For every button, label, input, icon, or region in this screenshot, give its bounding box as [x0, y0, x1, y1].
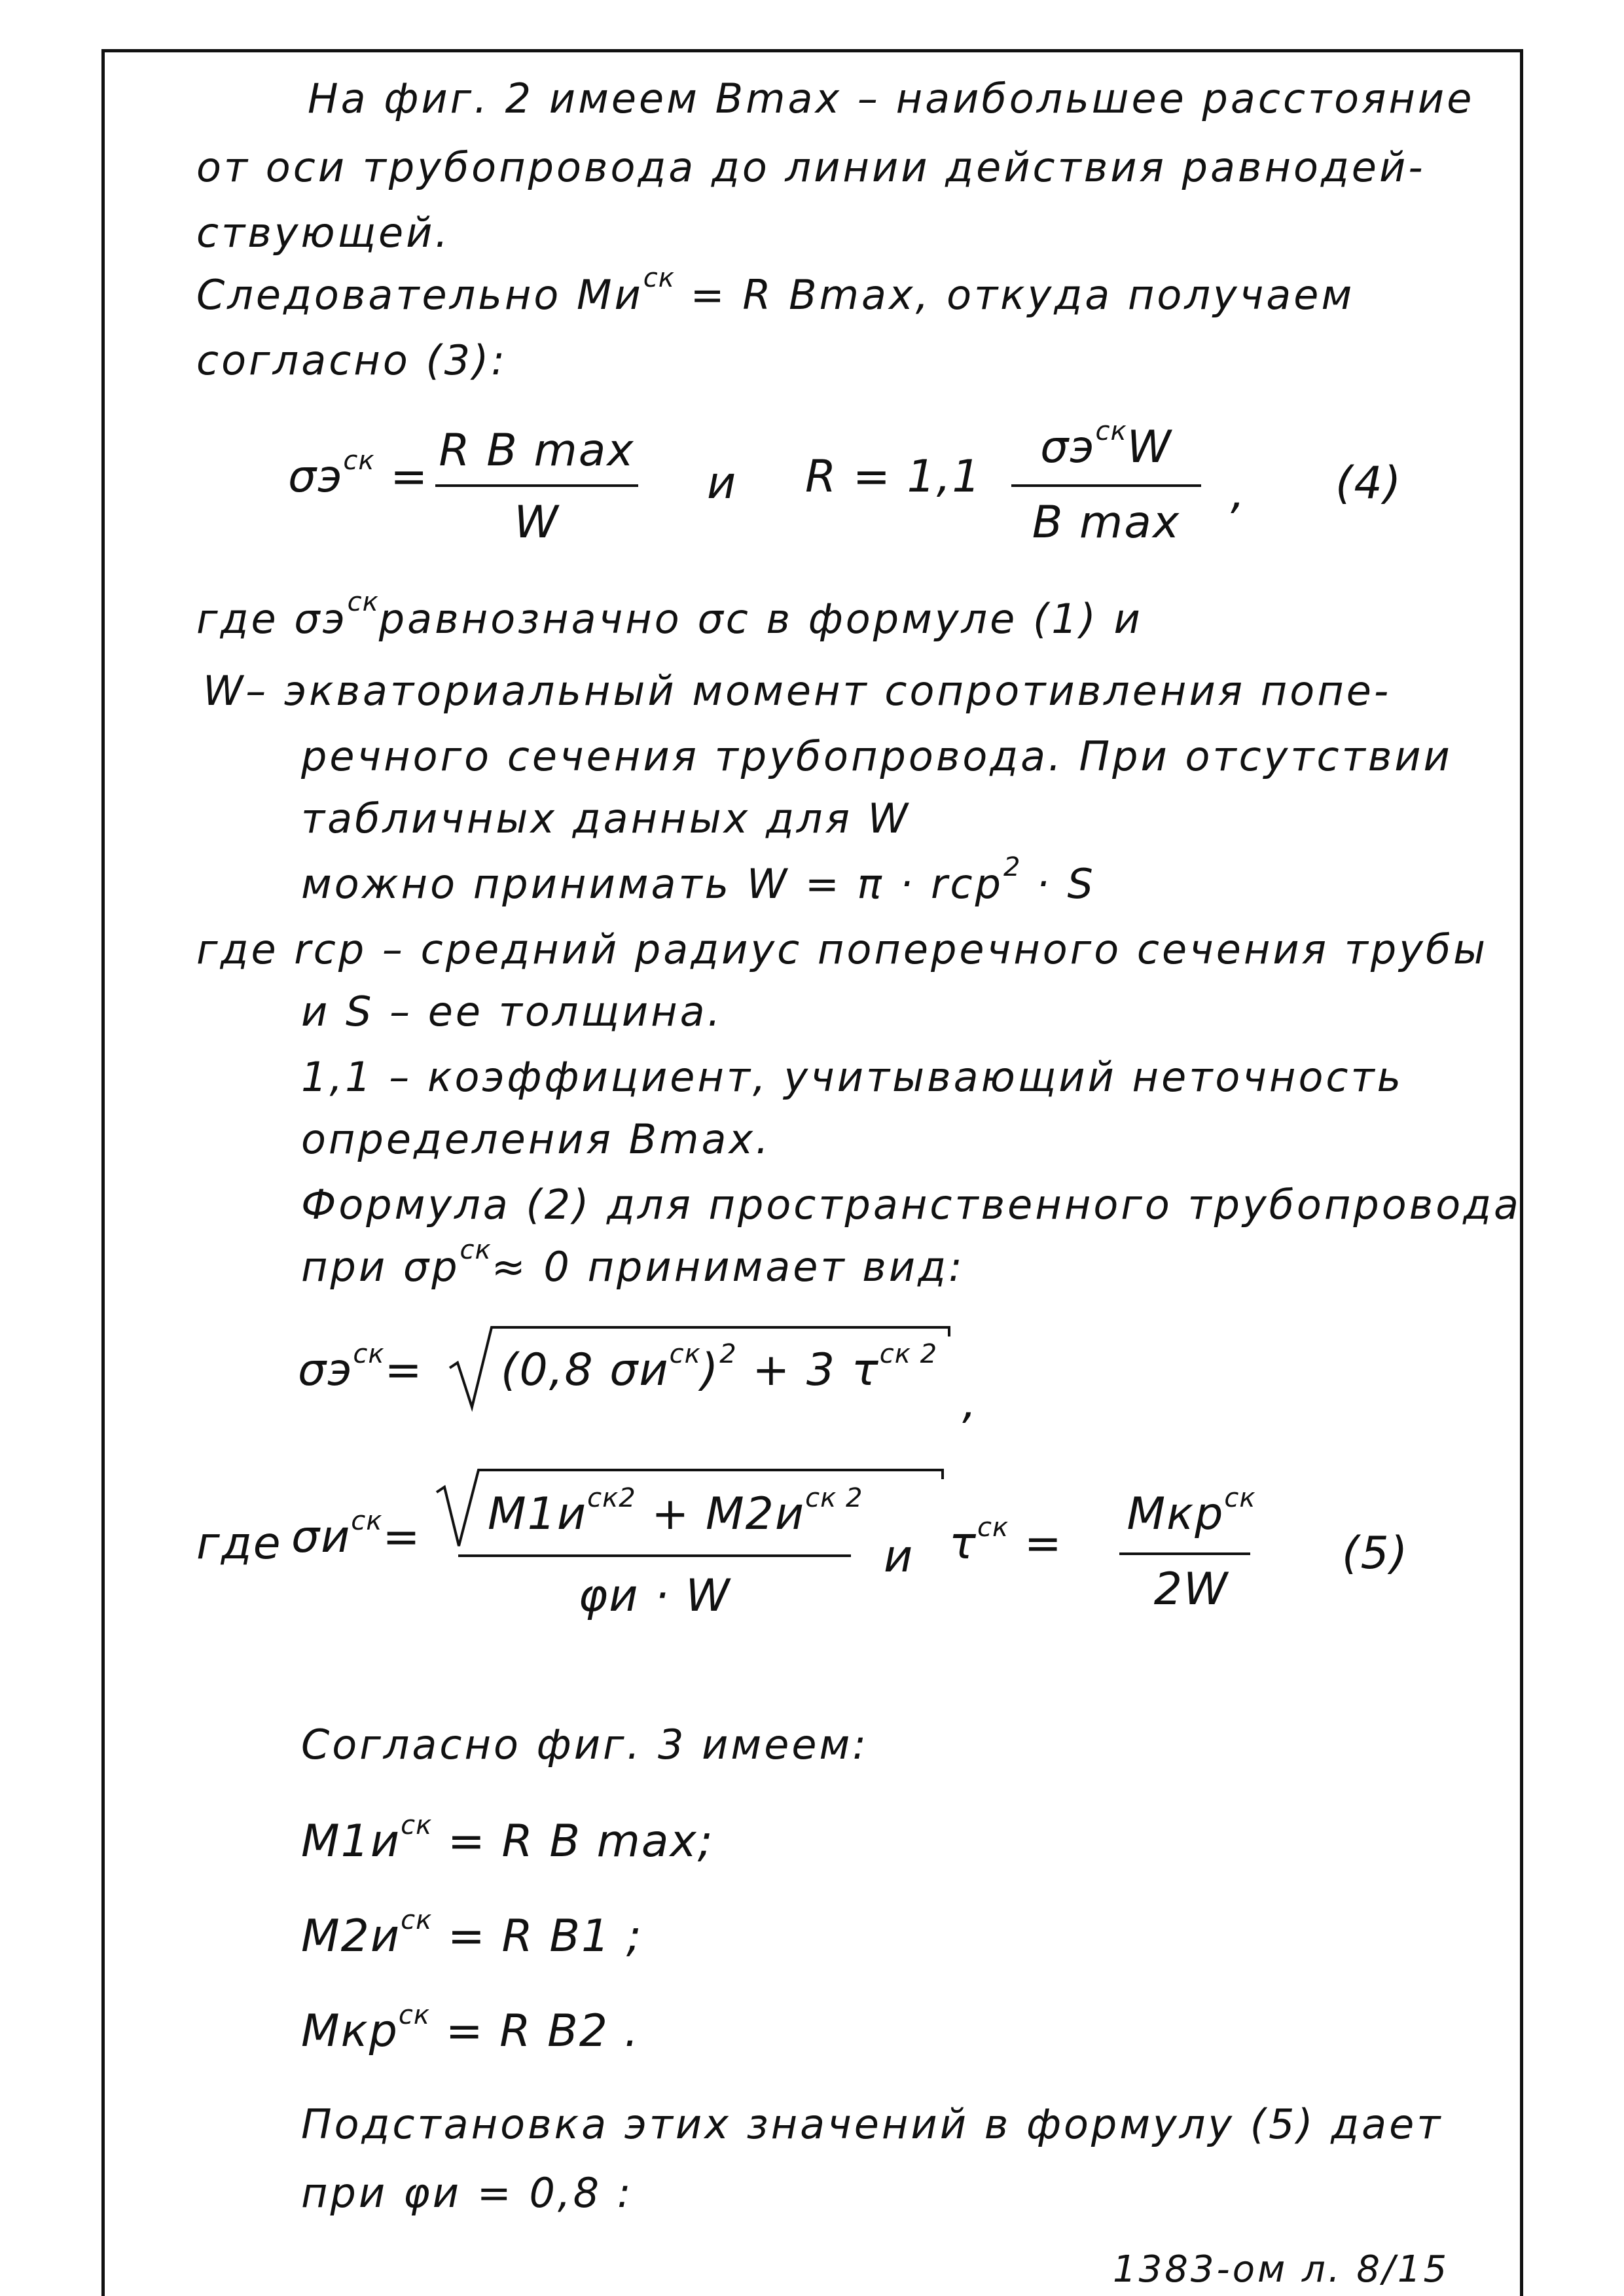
para1-line3: ствующей.	[196, 209, 451, 257]
para1-line2: от оси трубопровода до линии действия равнодей-	[196, 143, 1426, 191]
eq5-frac2-num: Mкр$^{ск}$	[1127, 1483, 1256, 1540]
eq4-rhs: R = 1,1	[805, 451, 982, 503]
frame-top-border	[101, 49, 1523, 52]
para3-line2: W– экваториальный момент сопротивления попе-	[203, 667, 1392, 715]
eq5-conj: и	[884, 1531, 914, 1583]
para3-line3: речного сечения трубопровода. При отсутствии	[301, 732, 1453, 780]
para3-line4: табличных данных для W	[301, 795, 911, 842]
para5-m2: $M2и^{ск} = R$ B1 ;	[301, 1905, 643, 1962]
eq5-frac2-bar	[1119, 1552, 1250, 1555]
para4-line3: 1,1 – коэффициент, учитывающий неточность	[301, 1053, 1404, 1101]
eq4-frac1-num: R B max	[439, 425, 635, 476]
para5-sub2: при φи = 0,8 :	[301, 2169, 634, 2217]
eq4-frac2-num: $\sigma э^{ск}W$	[1040, 416, 1172, 473]
eqm-radicand: (0,8 $\sigma и^{ск})^2 + 3$ $\tau^{ск 2}$	[501, 1339, 938, 1396]
para3-line1: где $\sigma э^{ск}равнозначно$ σc в формуле (1) и	[196, 587, 1143, 643]
eq5-tau: $\tau^{ск}$ =	[949, 1513, 1063, 1570]
eq4-frac1-bar	[435, 484, 638, 487]
eq4-lhs: $\sigma э^{ск}$ =	[288, 446, 429, 503]
eq5-pre: где	[196, 1518, 282, 1570]
eqm-comma: ,	[962, 1377, 978, 1429]
footer-code: 1383-ом л. 8/15	[1113, 2248, 1450, 2291]
para1-line1: На фиг. 2 имеем Bmax – наибольшее расстояние	[308, 75, 1475, 122]
eq5-den: φи · W	[578, 1570, 731, 1622]
eq4-label: (4)	[1335, 457, 1403, 509]
eq5-num: $M1и^{ск2} + M2и^{ск 2}$	[488, 1483, 863, 1540]
frame-right-border	[1520, 49, 1523, 2296]
frame-left-border	[101, 49, 105, 2296]
para2-line1: Следовательно $Mи^{ск} = R$ Bmax, откуда получаем	[196, 263, 1355, 319]
eq4-frac2-den: B max	[1032, 497, 1181, 548]
para4-line2: и S – ее толщина.	[301, 988, 723, 1035]
eq4-frac1-den: W	[514, 497, 560, 548]
eq5-frac-bar	[458, 1554, 851, 1557]
para5-line1: Согласно фиг. 3 имеем:	[301, 1721, 869, 1768]
para4-line4: определения Bmax.	[301, 1115, 771, 1163]
para4-line5: Формула (2) для пространственного трубопровода	[301, 1181, 1521, 1229]
eq5-frac2-den: 2W	[1153, 1564, 1229, 1615]
eq4-conj: и	[707, 457, 738, 509]
para5-m3: Mкр$^{ск}$ = R B2 .	[301, 2000, 640, 2057]
para5-m1: $M1и^{ск} = R$ B max;	[301, 1810, 714, 1867]
eqm-lhs: $\sigma э^{ск}=$	[298, 1339, 424, 1396]
para3-line5: можно принимать W = π · rср$^2$ · S	[301, 852, 1096, 908]
para2-line2: согласно (3):	[196, 336, 508, 384]
para5-sub1: Подстановка этих значений в формулу (5) дает	[301, 2100, 1443, 2148]
eq4-comma: ,	[1231, 467, 1246, 519]
eq4-frac2-bar	[1011, 484, 1201, 487]
eq5-label: (5)	[1342, 1528, 1409, 1579]
eq5-lhs: $\sigma и^{ск}=$	[291, 1506, 422, 1563]
para4-line6: при $\sigma р^{ск}\approx 0$ принимает вид:	[301, 1235, 965, 1291]
para4-line1: где rср – средний радиус поперечного сечения трубы	[196, 925, 1489, 973]
